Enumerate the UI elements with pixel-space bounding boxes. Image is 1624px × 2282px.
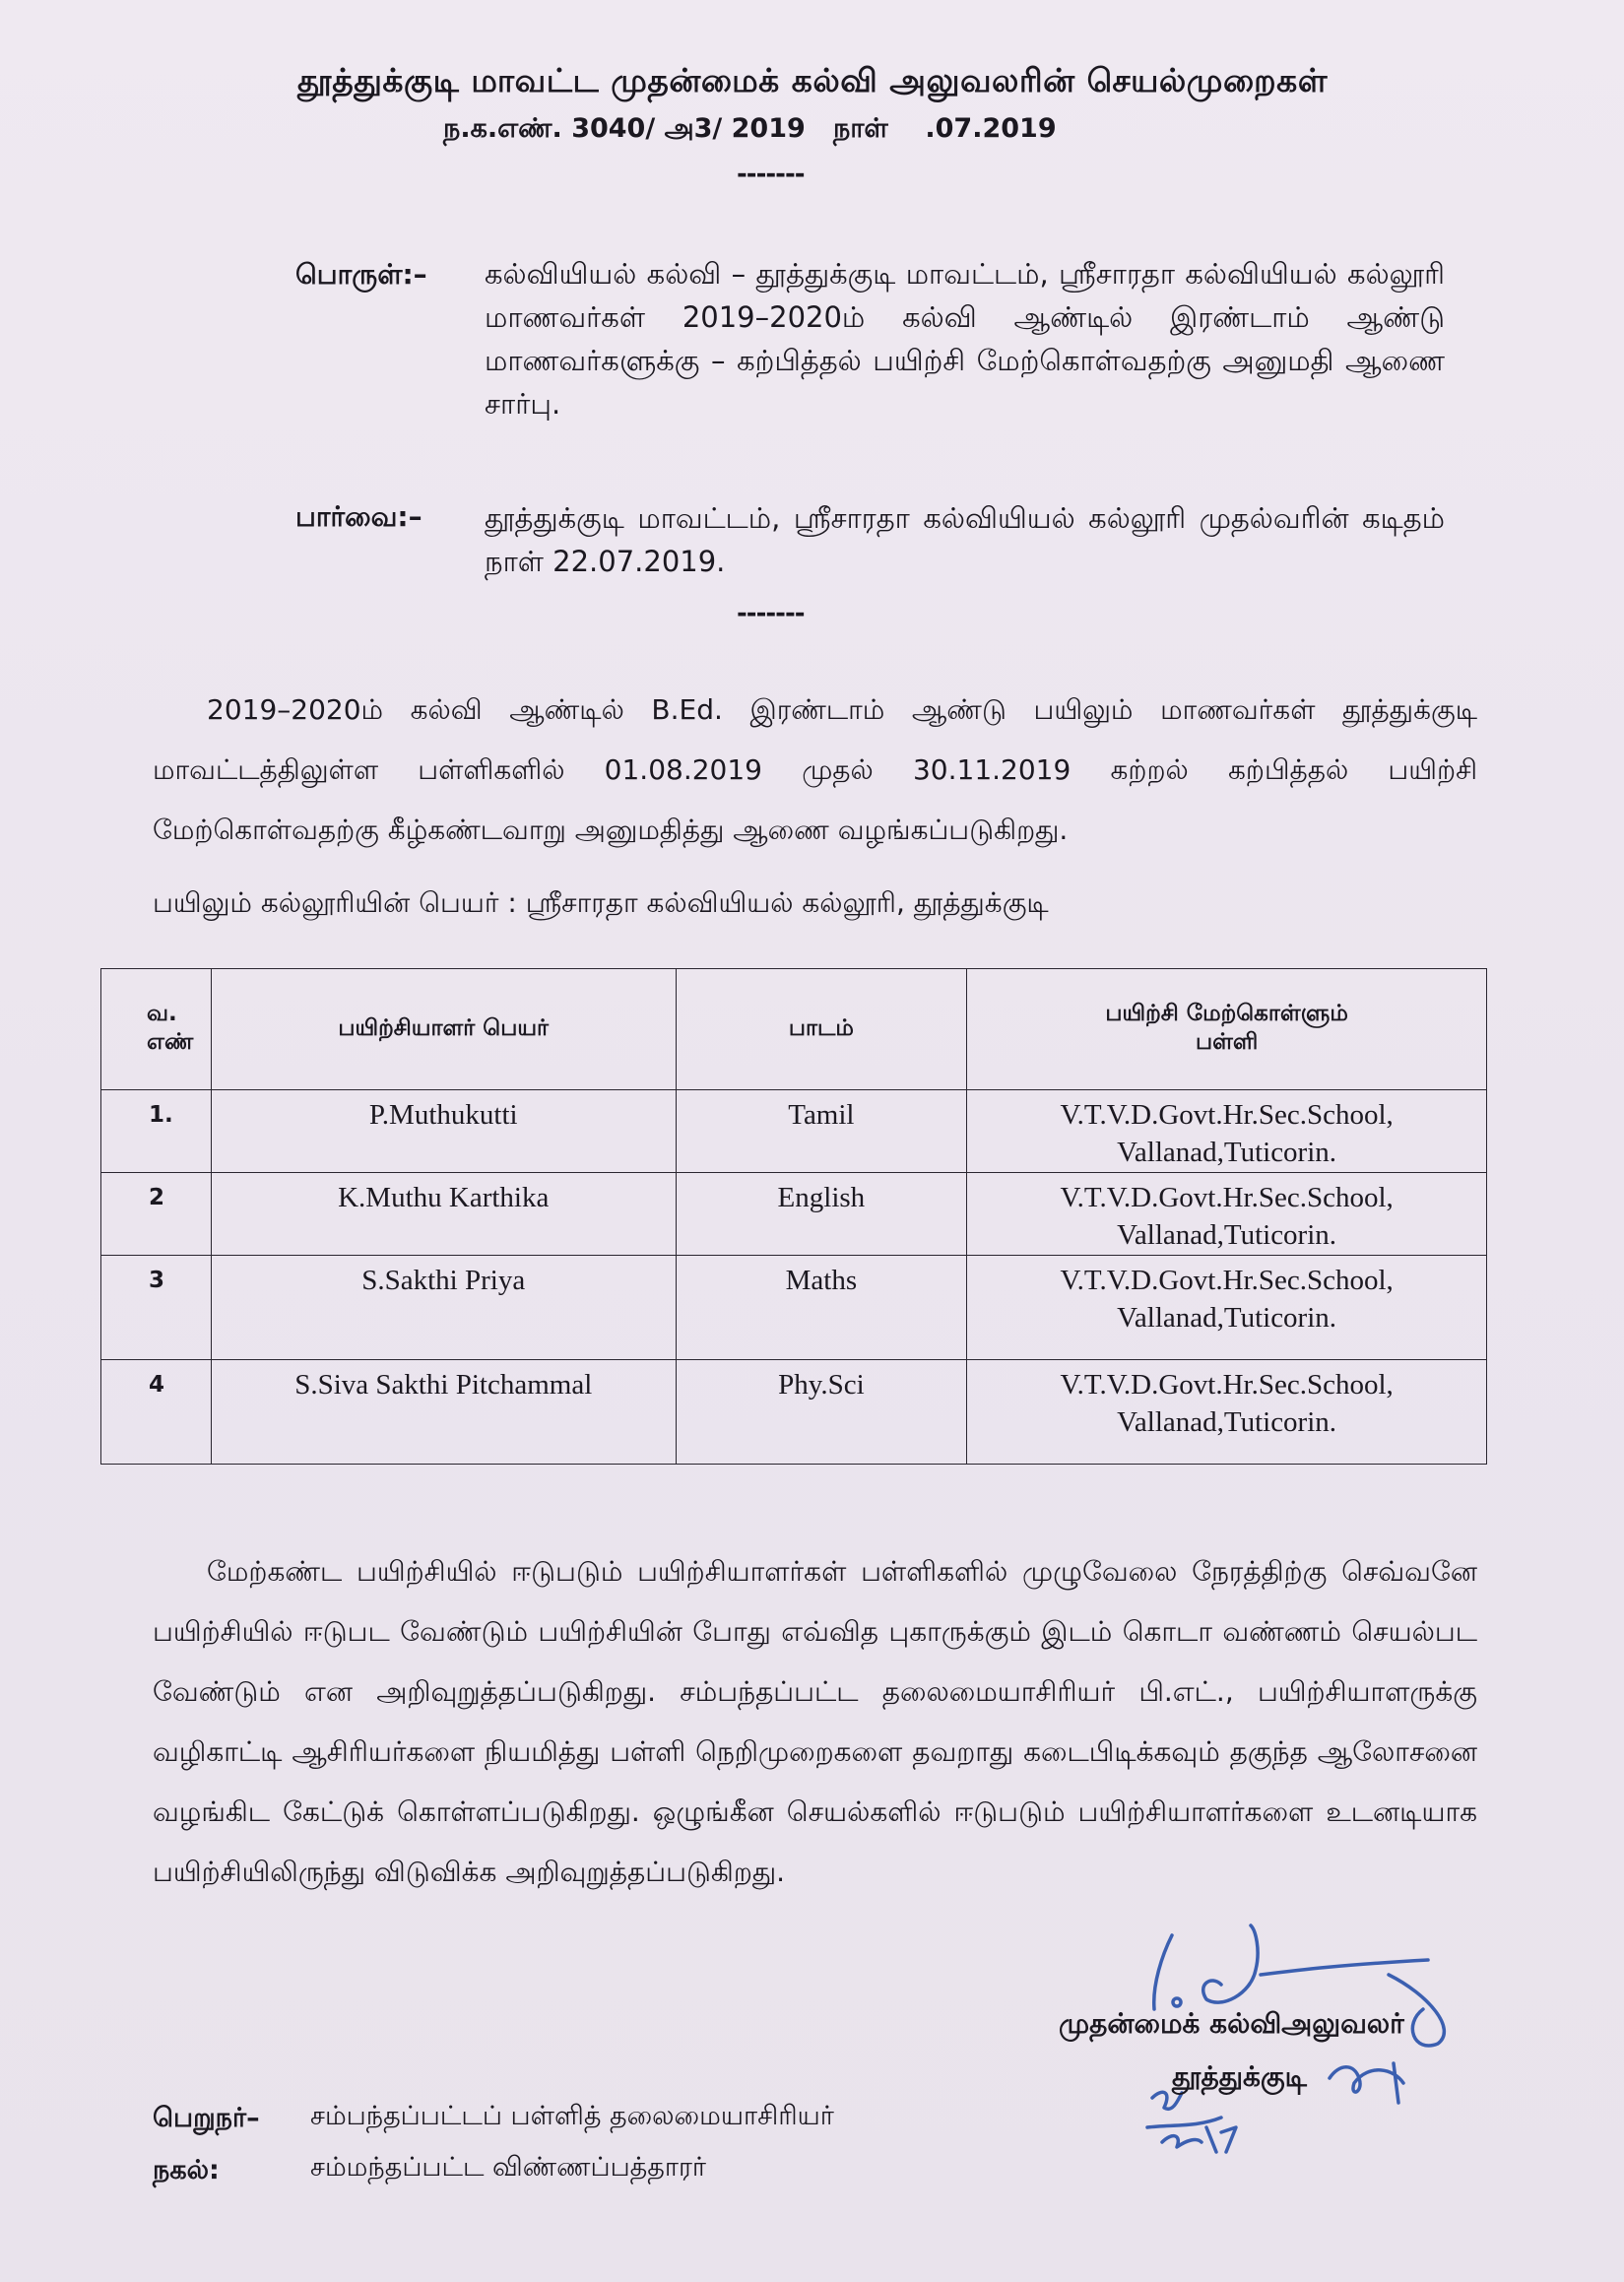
subject-label: பொருள்:– <box>295 258 427 291</box>
row-school <box>967 1173 1487 1256</box>
row-subject: Maths <box>676 1256 967 1360</box>
subject-text: கல்வியியல் கல்வி – தூத்துக்குடி மாவட்டம், ஸ்ரீசாரதா கல்வியியல் கல்லூரி மாணவர்கள் 2019–2020ம் கல்வி ஆண்டில் இரண்டாம் ஆண்டு மாணவர்களுக்கு – கற்பித்தல் பயிற்சி மேற்கொள்வதற்கு அனுமதி ஆணை சார்பு. <box>485 257 1445 421</box>
college-name-line: பயிலும் கல்லூரியின் பெயர் : ஸ்ரீசாரதா கல்வியியல் கல்லூரி, தூத்துக்குடி <box>153 886 1049 919</box>
table-row <box>101 1173 1487 1256</box>
signature-date-stroke <box>1162 2127 1236 2152</box>
header-school-line1: பயிற்சி மேற்கொள்ளும் <box>1105 1001 1348 1026</box>
row-trainee-name: K.Muthu Karthika <box>211 1173 676 1256</box>
row-school-line1: V.T.V.D.Govt.Hr.Sec.School, <box>1060 1265 1394 1296</box>
header-sno-line2: எண் <box>147 1029 194 1055</box>
row-sno: 4 <box>101 1360 212 1465</box>
row-school-line2: Vallanad,Tuticorin. <box>1117 1302 1337 1334</box>
row-school-line1: V.T.V.D.Govt.Hr.Sec.School, <box>1060 1369 1394 1401</box>
row-subject: Tamil <box>676 1090 967 1173</box>
signature-date-stroke <box>1330 2063 1403 2103</box>
row-trainee-name: P.Muthukutti <box>211 1090 676 1173</box>
recipient-value: சம்பந்தப்பட்டப் பள்ளித் தலைமையாசிரியர் <box>310 2101 834 2131</box>
row-trainee-name: S.Sakthi Priya <box>211 1256 676 1360</box>
row-school-line2: Vallanad,Tuticorin. <box>1117 1406 1337 1438</box>
row-school-line2: Vallanad,Tuticorin. <box>1117 1219 1337 1251</box>
table-row <box>101 1090 1487 1173</box>
reference-separator: ------- <box>737 599 805 628</box>
row-sno: 2 <box>101 1173 212 1256</box>
row-sno: 3 <box>101 1256 212 1360</box>
row-school <box>967 1256 1487 1360</box>
instructions-paragraph: மேற்கண்ட பயிற்சியில் ஈடுபடும் பயிற்சியாளர்கள் பள்ளிகளில் முழுவேலை நேரத்திற்கு செவ்வனே பயிற்சியில் ஈடுபட வேண்டும் பயிற்சியின் போது எவ்வித புகாருக்கும் இடம் கொடா வண்ணம் செயல்பட வேண்டும் என அறிவுறுத்தப்படுகிறது. சம்பந்தப்பட்ட தலைமையாசிரியர் பி.எட்., பயிற்சியாளருக்கு வழிகாட்டி ஆசிரியர்களை நியமித்து பள்ளி நெறிமுறைகளை தவறாது கடைபிடிக்கவும் தகுந்த ஆலோசனை வழங்கிட கேட்டுக் கொள்ளப்படுகிறது. ஒழுங்கீன செயல்களில் ஈடுபடும் பயிற்சியாளர்களை உடனடியாக பயிற்சியிலிருந்து விடுவிக்க அறிவுறுத்தப்படுகிறது. <box>153 1555 1477 1888</box>
header-sno-line1: வ. <box>147 1001 177 1026</box>
header-subject: பாடம் <box>676 969 967 1090</box>
row-school <box>967 1360 1487 1465</box>
row-school <box>967 1090 1487 1173</box>
row-trainee-name: S.Siva Sakthi Pitchammal <box>211 1360 676 1465</box>
trainee-table <box>100 968 1487 1465</box>
recipient-label: பெறுநர்– <box>153 2103 260 2133</box>
header-school <box>967 969 1487 1090</box>
signature-initials-stroke <box>1147 2092 1221 2127</box>
header-school-line2: பள்ளி <box>1195 1029 1259 1055</box>
row-subject: Phy.Sci <box>676 1360 967 1465</box>
row-sno: 1. <box>101 1090 212 1173</box>
row-school-line1: V.T.V.D.Govt.Hr.Sec.School, <box>1060 1099 1394 1131</box>
document-title: தூத்துக்குடி மாவட்ட முதன்மைக் கல்வி அலுவலரின் செயல்முறைகள் <box>296 61 1329 99</box>
row-school-line2: Vallanad,Tuticorin. <box>1117 1137 1337 1168</box>
header-sno <box>101 969 212 1090</box>
signatory-title: முதன்மைக் கல்விஅலுவலர் <box>1059 2007 1404 2040</box>
row-school-line1: V.T.V.D.Govt.Hr.Sec.School, <box>1060 1182 1394 1213</box>
copy-label: நகல்: <box>153 2155 220 2185</box>
reference-label: பார்வை:– <box>295 500 422 533</box>
table-row <box>101 1256 1487 1360</box>
signature-stroke <box>1203 1925 1258 2002</box>
table-header-row <box>101 969 1487 1090</box>
reference-text: தூத்துக்குடி மாவட்டம், ஸ்ரீசாரதா கல்வியியல் கல்லூரி முதல்வரின் கடிதம் நாள் 22.07.2019. <box>485 501 1445 578</box>
signature-dot <box>1173 1998 1181 2006</box>
header-separator: ------- <box>737 160 805 189</box>
reference-number-line: ந.க.எண். 3040/ அ3/ 2019 நாள் .07.2019 <box>443 113 1057 144</box>
row-subject: English <box>676 1173 967 1256</box>
table-row <box>101 1360 1487 1465</box>
order-paragraph: 2019–2020ம் கல்வி ஆண்டில் B.Ed. இரண்டாம் ஆண்டு பயிலும் மாணவர்கள் தூத்துக்குடி மாவட்டத்திலுள்ள பள்ளிகளில் 01.08.2019 முதல் 30.11.2019 கற்றல் கற்பித்தல் பயிற்சி மேற்கொள்வதற்கு கீழ்கண்டவாறு அனுமதித்து ஆணை வழங்கப்படுகிறது. <box>153 693 1477 846</box>
signature-stroke <box>1261 1960 1428 1975</box>
copy-value: சம்மந்தப்பட்ட விண்ணப்பத்தாரர் <box>310 2152 707 2183</box>
signature-stroke <box>1154 1935 1172 2009</box>
signatory-place: தூத்துக்குடி <box>1172 2060 1307 2093</box>
header-trainee-name: பயிற்சியாளர் பெயர் <box>211 969 676 1090</box>
